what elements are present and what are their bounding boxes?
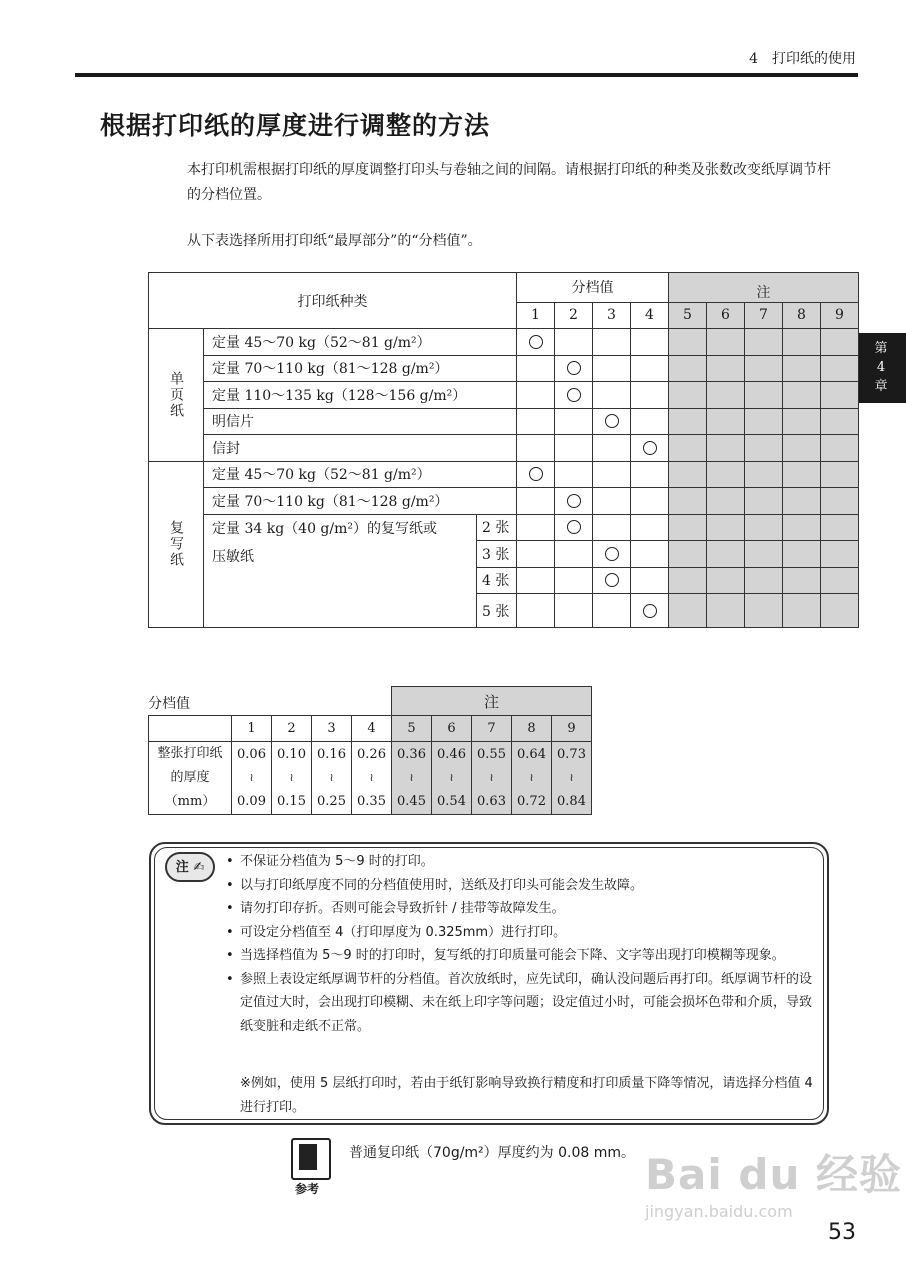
note-badge [165, 852, 215, 882]
value-cell [593, 567, 631, 594]
range-tilde: ≀ [352, 768, 392, 788]
note-item: • 不保证分档值为 5～9 时的打印。 [226, 850, 822, 874]
value-cell [783, 541, 821, 568]
table-row [149, 435, 859, 462]
value-cell [555, 382, 593, 409]
circle-mark-icon [567, 520, 581, 534]
value-cell [669, 567, 707, 594]
value-cell [821, 488, 859, 515]
range-tilde: ≀ [552, 768, 592, 788]
value-cell [783, 594, 821, 628]
value-cell [707, 461, 745, 488]
range-tilde: ≀ [432, 768, 472, 788]
col-header-value: 分档值 [517, 273, 669, 303]
value-cell [821, 329, 859, 356]
value-cell [593, 461, 631, 488]
value-cell [631, 408, 669, 435]
value-cell [783, 488, 821, 515]
value-cell [783, 408, 821, 435]
range-tilde: ≀ [512, 768, 552, 788]
note-item: • 当选择档值为 5～9 时的打印时，复写纸的打印质量可能会下降、文字等出现打印模糊等现象。 [226, 944, 822, 968]
table-row [149, 329, 859, 356]
thickness-min: 0.16 [312, 742, 352, 768]
value-cell [821, 567, 859, 594]
value-cell [593, 382, 631, 409]
value-cell [555, 594, 593, 628]
thickness-max: 0.09 [232, 788, 272, 814]
book-icon [291, 1138, 331, 1180]
value-header: 6 [707, 302, 745, 329]
value-cell [821, 408, 859, 435]
multipart-label-line2: 压敏纸 [212, 548, 254, 565]
row-label-line3: （mm） [164, 794, 216, 809]
table2-header: 5 [392, 716, 432, 742]
value-cell [517, 461, 555, 488]
value-cell [745, 567, 783, 594]
paper-type-label: 定量 110～135 kg（128～156 g/m²） [204, 382, 517, 409]
intro-paragraph: 本打印机需根据打印纸的厚度调整打印头与卷轴之间的间隔。请根据打印纸的种类及张数改变纸厚调节杆的分档位置。 [187, 162, 831, 203]
value-cell [821, 435, 859, 462]
range-tilde: ≀ [232, 768, 272, 788]
table2-header: 1 [232, 716, 272, 742]
value-cell [669, 541, 707, 568]
value-cell [783, 355, 821, 382]
sheet-count-label: 2 张 [477, 514, 517, 541]
value-cell [669, 488, 707, 515]
chapter-header: 4 打印纸的使用 [749, 51, 856, 67]
value-cell [631, 329, 669, 356]
value-cell [821, 594, 859, 628]
value-header: 7 [745, 302, 783, 329]
value-cell [631, 488, 669, 515]
circle-mark-icon [567, 494, 581, 508]
value-cell [783, 382, 821, 409]
value-cell [783, 461, 821, 488]
value-cell [745, 461, 783, 488]
range-tilde: ≀ [392, 768, 432, 788]
value-cell [745, 488, 783, 515]
circle-mark-icon [529, 467, 543, 481]
table2-note-header: 注 [392, 687, 592, 716]
chapter-tab-line3: 章 [874, 379, 888, 394]
value-cell [517, 541, 555, 568]
table2-header: 3 [312, 716, 352, 742]
paper-type-label: 定量 70～110 kg（81～128 g/m²） [204, 488, 517, 515]
value-cell [669, 382, 707, 409]
value-cell [593, 329, 631, 356]
paper-type-label: 定量 45～70 kg（52～81 g/m²） [204, 461, 517, 488]
value-cell [593, 488, 631, 515]
table-row [149, 514, 859, 541]
table-row [149, 408, 859, 435]
thickness-min: 0.36 [392, 742, 432, 768]
col-header-note-top [669, 273, 859, 282]
thickness-max: 0.15 [272, 788, 312, 814]
thickness-max: 0.54 [432, 788, 472, 814]
value-cell [631, 461, 669, 488]
value-cell [631, 541, 669, 568]
value-cell [517, 567, 555, 594]
value-cell [555, 355, 593, 382]
value-cell [821, 514, 859, 541]
thickness-max: 0.84 [552, 788, 592, 814]
thickness-max: 0.45 [392, 788, 432, 814]
value-cell [555, 541, 593, 568]
value-cell [707, 435, 745, 462]
value-header: 1 [517, 302, 555, 329]
value-cell [593, 514, 631, 541]
header-rule [75, 73, 858, 77]
thickness-min: 0.06 [232, 742, 272, 768]
value-cell [517, 488, 555, 515]
value-cell [631, 382, 669, 409]
table-row [149, 382, 859, 409]
value-cell [783, 329, 821, 356]
paper-type-label: 定量 70～110 kg（81～128 g/m²） [204, 355, 517, 382]
value-cell [821, 355, 859, 382]
value-header: 8 [783, 302, 821, 329]
notes-example: ※例如，使用 5 层纸打印时，若由于纸钉影响导致换行精度和打印质量下降等情况，请选择分档值 4 进行打印。 [240, 1076, 813, 1115]
col-header-paper-type: 打印纸种类 [149, 273, 517, 329]
circle-mark-icon [567, 388, 581, 402]
thickness-min: 0.26 [352, 742, 392, 768]
value-cell [517, 382, 555, 409]
value-cell [555, 408, 593, 435]
value-cell [555, 435, 593, 462]
multipart-paper-label [204, 514, 477, 628]
circle-mark-icon [605, 547, 619, 561]
reference-icon [289, 1138, 335, 1196]
row-label-line2: 的厚度 [170, 770, 210, 785]
circle-mark-icon [529, 335, 543, 349]
value-cell [555, 514, 593, 541]
col-header-note: 注 [669, 282, 859, 303]
value-cell [593, 435, 631, 462]
value-cell [745, 408, 783, 435]
note-badge-label: 注 [175, 860, 189, 875]
range-tilde: ≀ [472, 768, 512, 788]
reference-text: 普通复印纸（70g/m²）厚度约为 0.08 mm。 [349, 1145, 636, 1161]
value-header: 4 [631, 302, 669, 329]
thickness-min: 0.46 [432, 742, 472, 768]
value-cell [707, 514, 745, 541]
value-cell [593, 594, 631, 628]
value-header: 2 [555, 302, 593, 329]
note-item: • 参照上表设定纸厚调节杆的分档值。首次放纸时，应先试印，确认没问题后再打印。纸厚调节杆的设定值过大时，会出现打印模糊、未在纸上印字等问题；设定值过小时，可能会损坏色带和介质，导致纸变脏和走纸不正常。 [226, 968, 822, 1039]
page-title: 根据打印纸的厚度进行调整的方法 [100, 111, 491, 140]
value-cell [517, 329, 555, 356]
thickness-max: 0.35 [352, 788, 392, 814]
value-cell [669, 408, 707, 435]
value-cell [669, 435, 707, 462]
table2-title: 分档值 [148, 696, 190, 712]
watermark [645, 1142, 902, 1221]
value-cell [783, 567, 821, 594]
thickness-min: 0.64 [512, 742, 552, 768]
value-cell [745, 435, 783, 462]
value-cell [593, 408, 631, 435]
table2-header: 2 [272, 716, 312, 742]
range-tilde: ≀ [272, 768, 312, 788]
table2-row-label [149, 742, 232, 815]
pencil-icon: ✍ [188, 860, 205, 875]
value-cell [517, 355, 555, 382]
circle-mark-icon [605, 573, 619, 587]
value-cell [707, 567, 745, 594]
circle-mark-icon [567, 361, 581, 375]
value-cell [783, 435, 821, 462]
value-cell [555, 488, 593, 515]
thickness-max: 0.72 [512, 788, 552, 814]
sheet-count-label: 4 张 [477, 567, 517, 594]
circle-mark-icon [605, 414, 619, 428]
value-cell [669, 514, 707, 541]
value-cell [707, 408, 745, 435]
watermark-main: Bai du 经验 [645, 1150, 902, 1199]
watermark-sub: jingyan.baidu.com [645, 1202, 793, 1221]
value-cell [669, 594, 707, 628]
value-cell [669, 329, 707, 356]
value-cell [669, 461, 707, 488]
sheet-count-label: 3 张 [477, 541, 517, 568]
value-cell [745, 382, 783, 409]
value-header: 3 [593, 302, 631, 329]
row-label-line1: 整张打印纸 [157, 746, 223, 761]
paper-type-label: 定量 45～70 kg（52～81 g/m²） [204, 329, 517, 356]
table2-header: 4 [352, 716, 392, 742]
thickness-table [148, 686, 592, 815]
sheet-count-label: 5 张 [477, 594, 517, 628]
note-item: • 请勿打印存折。否则可能会导致折针 / 挂带等故障发生。 [226, 897, 822, 921]
value-cell [745, 514, 783, 541]
table2-header: 8 [512, 716, 552, 742]
value-cell [707, 594, 745, 628]
reference-label: 参考 [295, 1182, 320, 1196]
value-cell [517, 594, 555, 628]
notes-box [149, 842, 829, 1125]
row-group-label: 单页纸 [149, 329, 204, 462]
value-cell [783, 514, 821, 541]
page-number: 53 [828, 1220, 856, 1245]
value-cell [555, 567, 593, 594]
notes-list [226, 850, 822, 1038]
value-cell [593, 355, 631, 382]
value-cell [745, 594, 783, 628]
value-cell [555, 329, 593, 356]
value-cell [631, 594, 669, 628]
table2-corner [149, 716, 232, 742]
value-cell [593, 541, 631, 568]
value-cell [821, 461, 859, 488]
note-item: • 以与打印纸厚度不同的分档值使用时，送纸及打印头可能会发生故障。 [226, 874, 822, 898]
chapter-tab-line1: 第 [874, 341, 888, 356]
value-cell [631, 514, 669, 541]
table2-header: 7 [472, 716, 512, 742]
value-cell [707, 329, 745, 356]
circle-mark-icon [643, 441, 657, 455]
table2-spacer [149, 687, 392, 716]
thickness-min: 0.55 [472, 742, 512, 768]
table2-header: 9 [552, 716, 592, 742]
thickness-min: 0.10 [272, 742, 312, 768]
chapter-tab-line2: 4 [876, 360, 886, 375]
value-cell [745, 355, 783, 382]
value-cell [631, 435, 669, 462]
table2-header: 6 [432, 716, 472, 742]
value-cell [669, 355, 707, 382]
thickness-min: 0.73 [552, 742, 592, 768]
value-cell [745, 541, 783, 568]
row-group-label: 复写纸 [149, 461, 204, 628]
circle-mark-icon [643, 604, 657, 618]
value-cell [707, 541, 745, 568]
value-cell [707, 488, 745, 515]
value-cell [517, 435, 555, 462]
table-row [149, 355, 859, 382]
value-header: 5 [669, 302, 707, 329]
thickness-max: 0.63 [472, 788, 512, 814]
table-row [149, 461, 859, 488]
value-cell [631, 355, 669, 382]
chapter-tab[interactable] [856, 333, 906, 403]
value-cell [517, 408, 555, 435]
value-cell [745, 329, 783, 356]
thickness-max: 0.25 [312, 788, 352, 814]
note-item: • 可设定分档值至 4（打印厚度为 0.325mm）进行打印。 [226, 921, 822, 945]
value-cell [517, 514, 555, 541]
table-row [149, 488, 859, 515]
value-cell [631, 567, 669, 594]
paper-type-label: 明信片 [204, 408, 517, 435]
intro-instruction: 从下表选择所用打印纸“最厚部分”的“分档值”。 [187, 233, 482, 249]
value-cell [707, 382, 745, 409]
paper-type-label: 信封 [204, 435, 517, 462]
value-cell [821, 382, 859, 409]
range-tilde: ≀ [312, 768, 352, 788]
value-cell [555, 461, 593, 488]
value-header: 9 [821, 302, 859, 329]
multipart-label-line1: 定量 34 kg（40 g/m²）的复写纸或 [212, 520, 437, 537]
value-cell [821, 541, 859, 568]
value-cell [707, 355, 745, 382]
paper-type-table [148, 272, 859, 628]
